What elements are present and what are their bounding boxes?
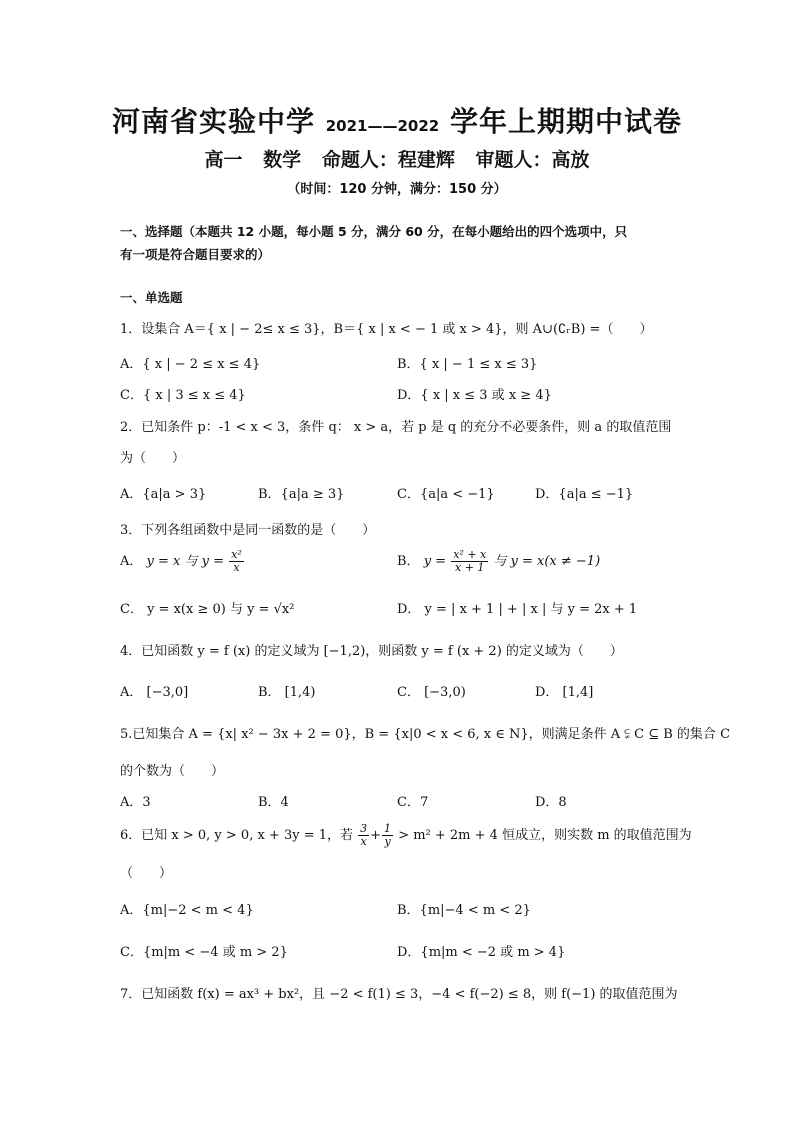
q2-stem: 2．已知条件 p：-1 < x < 3，条件 q： x > a，若 p 是 q 的充分不必要条件，则 a 的取值范围 xyxy=(120,420,672,435)
q4-option-c: C． [−3,0) xyxy=(397,685,466,700)
q3-stem: 3．下列各组函数中是同一函数的是（ ） xyxy=(120,523,376,538)
q5-option-a: A．3 xyxy=(120,795,151,810)
q1-option-a: A．{ x | − 2 ≤ x ≤ 4} xyxy=(120,357,261,372)
q2-stem-cont: 为（ ） xyxy=(120,451,186,466)
q6-stem-pre: 6．已知 x > 0, y > 0, x + 3y = 1，若 xyxy=(120,828,353,844)
q2-option-d: D．{a|a ≤ −1} xyxy=(535,487,634,502)
section-subheading: 一、单选题 xyxy=(120,290,183,305)
title-term: 学年上期期中试卷 xyxy=(450,105,683,138)
q3-option-d: D． y = | x + 1 | + | x | 与 y = 2x + 1 xyxy=(397,602,638,617)
q6-fraction-2 xyxy=(382,823,393,848)
exam-title xyxy=(0,100,794,140)
q3-b-numerator: x² + x xyxy=(453,548,487,561)
q3-a-label: A． xyxy=(120,554,143,570)
q3-b-math1: y = xyxy=(423,554,447,570)
q6-f1-numerator: 3 xyxy=(360,822,368,835)
subtitle-reviewer: 审题人：高放 xyxy=(475,149,590,171)
q2-option-a: A．{a|a > 3} xyxy=(120,487,207,502)
q6-fraction-1 xyxy=(358,823,369,848)
q3-a-fraction xyxy=(229,549,244,574)
exam-subtitle xyxy=(0,145,794,172)
q5-stem-cont: 的个数为（ ） xyxy=(120,764,225,779)
q3-option-b xyxy=(397,549,600,574)
subtitle-grade: 高一 xyxy=(204,149,243,171)
q6-stem-cont: （ ） xyxy=(120,866,173,881)
q6-option-b: B．{m|−4 < m < 2} xyxy=(397,903,531,918)
q3-a-numerator: x² xyxy=(231,548,242,561)
q1-stem: 1．设集合 A＝{ x | − 2≤ x ≤ 3}，B＝{ x | x < − 1 或 x > 4}，则 A∪(∁ᵣB) =（ ） xyxy=(120,322,653,337)
q6-f1-denominator: x xyxy=(360,835,367,849)
q6-option-c: C．{m|m < −4 或 m > 2} xyxy=(120,945,288,960)
q1-option-d: D．{ x | x ≤ 3 或 x ≥ 4} xyxy=(397,388,552,403)
q6-f2-denominator: y xyxy=(384,835,391,849)
q3-b-label: B． xyxy=(397,554,420,570)
q4-option-b: B． [1,4) xyxy=(258,685,316,700)
q3-b-fraction xyxy=(451,549,488,574)
q3-a-denominator: x xyxy=(233,561,240,575)
q1-option-c: C．{ x | 3 ≤ x ≤ 4} xyxy=(120,388,246,403)
q3-a-math: y = x 与 y = xyxy=(146,554,224,570)
q6-plus: + xyxy=(370,828,382,844)
q6-option-a: A．{m|−2 < m < 4} xyxy=(120,903,254,918)
q6-stem-post: > m² + 2m + 4 恒成立，则实数 m 的取值范围为 xyxy=(398,828,692,844)
q5-option-b: B．4 xyxy=(258,795,289,810)
section-heading-line1: 一、选择题（本题共 12 小题，每小题 5 分，满分 60 分，在每小题给出的四个选项中，只 xyxy=(120,224,628,239)
q4-option-a: A． [−3,0] xyxy=(120,685,189,700)
q4-option-d: D． [1,4] xyxy=(535,685,594,700)
q3-b-denominator: x + 1 xyxy=(455,561,485,575)
q6-option-d: D．{m|m < −2 或 m > 4} xyxy=(397,945,566,960)
q1-option-b: B．{ x | − 1 ≤ x ≤ 3} xyxy=(397,357,538,372)
subtitle-subject: 数学 xyxy=(263,149,302,171)
q3-option-c: C． y = x(x ≥ 0) 与 y = √x² xyxy=(120,602,295,617)
q3-b-math2: 与 y = x(x ≠ −1) xyxy=(493,554,601,570)
q2-option-b: B．{a|a ≥ 3} xyxy=(258,487,345,502)
q5-option-d: D．8 xyxy=(535,795,567,810)
q5-option-c: C．7 xyxy=(397,795,429,810)
q5-stem: 5.已知集合 A = {x| x² − 3x + 2 = 0}，B = {x|0 < x < 6, x ∈ N}，则满足条件 A ⫋ C ⊆ B 的集合 C xyxy=(120,727,731,742)
title-school: 河南省实验中学 xyxy=(111,105,315,138)
q3-option-a xyxy=(120,549,245,574)
subtitle-author: 命题人：程建辉 xyxy=(321,149,455,171)
section-heading-line2: 有一项是符合题目要求的） xyxy=(120,247,271,262)
q7-stem: 7．已知函数 f(x) = ax³ + bx²，且 −2 < f(1) ≤ 3，−4 < f(−2) ≤ 8，则 f(−1) 的取值范围为 xyxy=(120,987,678,1002)
q6-stem xyxy=(120,823,692,848)
q4-stem: 4．已知函数 y = f (x) 的定义域为 [−1,2)，则函数 y = f (x + 2) 的定义域为（ ） xyxy=(120,644,623,659)
time-info: （时间：120 分钟，满分：150 分） xyxy=(287,182,507,197)
q6-f2-numerator: 1 xyxy=(384,822,392,835)
q2-option-c: C．{a|a < −1} xyxy=(397,487,495,502)
title-year: 2021——2022 xyxy=(325,117,440,135)
